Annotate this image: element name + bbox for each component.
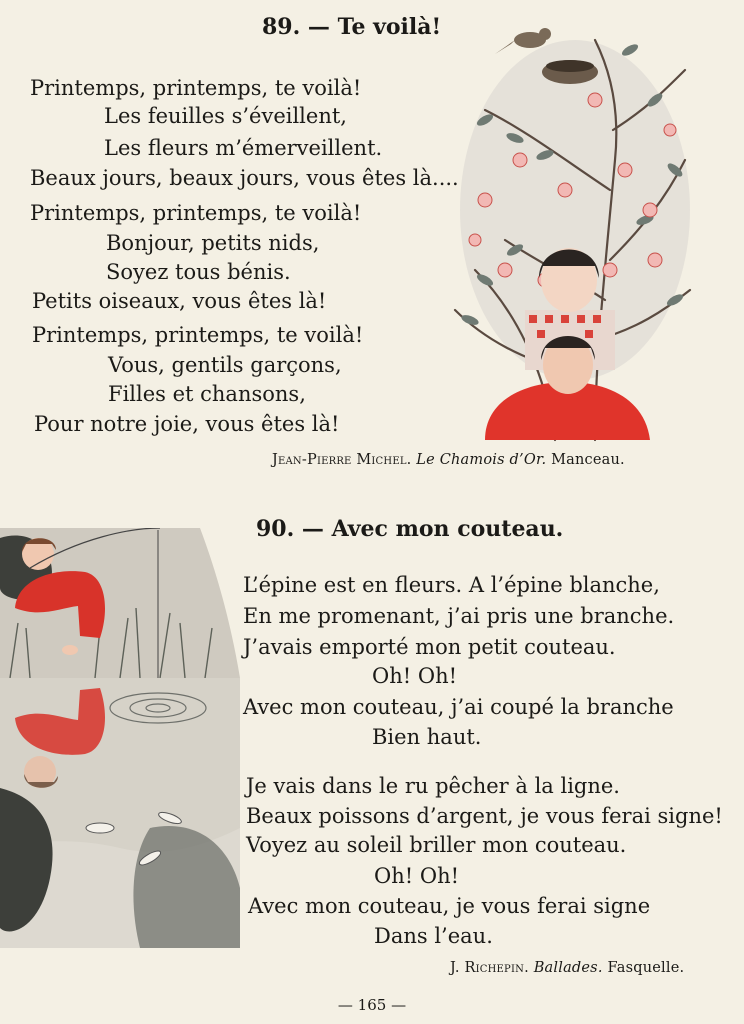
poem-90-line: L’épine est en fleurs. A l’épine blanche,	[243, 573, 660, 597]
poem-90-line: J’avais emporté mon petit couteau.	[243, 635, 616, 659]
poem-89-title: 89. — Te voilà!	[262, 14, 442, 40]
poem-89-line: Petits oiseaux, vous êtes là!	[32, 289, 327, 313]
poem-89-line: Bonjour, petits nids,	[106, 231, 320, 255]
credit-publisher: Manceau.	[551, 452, 625, 468]
poem-90-line: Beaux poissons d’argent, je vous ferai signe!	[246, 804, 723, 828]
credit-author: Jean-Pierre Michel.	[272, 452, 412, 468]
poem-90-line: Dans l’eau.	[374, 924, 493, 948]
poem-90-line: Bien haut.	[372, 725, 482, 749]
poem-89-line: Printemps, printemps, te voilà!	[30, 201, 362, 225]
credit-work: Le Chamois d’Or.	[416, 452, 547, 468]
poem-90-line: Avec mon couteau, j’ai coupé la branche	[243, 695, 674, 719]
poem-90-credit	[450, 960, 684, 976]
poem-90-title: 90. — Avec mon couteau.	[256, 516, 564, 542]
poem-90-line: Oh! Oh!	[374, 864, 460, 888]
poem-90-line: Oh! Oh!	[372, 664, 458, 688]
poem-89-line: Soyez tous bénis.	[106, 260, 291, 284]
poem-89-line: Les feuilles s’éveillent,	[104, 104, 347, 128]
spring-children-illustration	[445, 10, 695, 450]
poem-90-line: En me promenant, j’ai pris une branche.	[243, 604, 675, 628]
credit-author: J. Richepin.	[450, 960, 529, 976]
poem-89-line: Vous, gentils garçons,	[108, 353, 342, 377]
credit-publisher: Fasquelle.	[607, 960, 685, 976]
poem-89-line: Printemps, printemps, te voilà!	[30, 76, 362, 100]
poem-90-line: Je vais dans le ru pêcher à la ligne.	[246, 774, 620, 798]
credit-work: Ballades.	[533, 960, 603, 976]
poem-89-line: Pour notre joie, vous êtes là!	[34, 412, 340, 436]
poem-90-line: Voyez au soleil briller mon couteau.	[246, 833, 627, 857]
poem-89-line: Beaux jours, beaux jours, vous êtes là....	[30, 166, 459, 190]
poem-89-credit	[272, 452, 625, 468]
poem-90-line: Avec mon couteau, je vous ferai signe	[248, 894, 651, 918]
fishing-boy-illustration	[0, 528, 240, 948]
poem-89-line: Les fleurs m’émerveillent.	[104, 136, 383, 160]
page-number: — 165 —	[337, 996, 407, 1014]
poem-89-line: Filles et chansons,	[108, 382, 306, 406]
poem-89-line: Printemps, printemps, te voilà!	[32, 323, 364, 347]
